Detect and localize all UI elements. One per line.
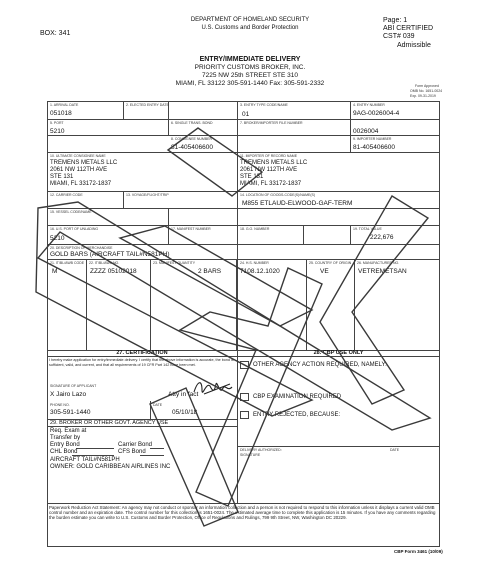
label-phone: PHONE NO. bbox=[50, 403, 70, 407]
label-broker-importer-file: 7. BROKER/IMPORTER FILE NUMBER bbox=[240, 121, 303, 125]
label-us-port-unlading: 16. U.S. PORT OF UNLADING bbox=[50, 227, 99, 231]
ultimate-consignee-line-4: MIAMI, FL 33172-1837 bbox=[50, 181, 112, 187]
label-voyage-flight: 13. VOYAGE/FLIGHT/TRIP bbox=[126, 193, 169, 197]
col-header-manufacturer-no: 26. MANUFACTURER NO. bbox=[357, 261, 400, 265]
cell-hs-number: 7108.12.1020 bbox=[240, 268, 280, 275]
label-description: 20. DESCRIPTION OF MERCHANDISE bbox=[50, 246, 113, 250]
form-number: CBP Form 3461 (10/09) bbox=[394, 549, 443, 554]
cert-date-value: 05/10/18 bbox=[172, 409, 198, 416]
arrival-date-value[interactable]: 051018 bbox=[50, 110, 72, 117]
expiration-date: Exp. 09-31-2019 bbox=[410, 94, 436, 98]
us-port-unlading-value[interactable]: 5210 bbox=[50, 235, 65, 242]
col-header-manifest-qty: 23. MANIFEST QUANTITY bbox=[153, 261, 196, 265]
cell-awb-no: ZZZZ 05102018 bbox=[90, 268, 137, 275]
port-value[interactable]: 5210 bbox=[50, 128, 65, 135]
exam-required-checkbox[interactable] bbox=[240, 393, 249, 401]
label-entry-number: 4. ENTRY NUMBER bbox=[353, 103, 385, 107]
form-approved: Form Approved bbox=[415, 84, 439, 88]
broker-city-phone: MIAMI, FL 33122 305-591-1440 Fax: 305-591-2332 bbox=[175, 80, 325, 87]
label-signature-applicant: SIGNATURE OF APPLICANT bbox=[50, 384, 97, 388]
cbp-signature-label: SIGNATURE bbox=[240, 453, 261, 457]
label-location-of-goods: 14. LOCATION OF GOODS-CODE(S)/NAME(S) bbox=[240, 193, 315, 197]
importer-number-value[interactable]: 81-405406600 bbox=[353, 144, 395, 151]
ultimate-consignee-line-3: STE 131 bbox=[50, 174, 74, 180]
owner-note: OWNER: GOLD CARIBBEAN AIRLINES INC bbox=[50, 464, 171, 470]
importer-of-record-line-2: 2061 NW 112TH AVE bbox=[240, 167, 298, 173]
abi-certified: ABI CERTIFIED bbox=[383, 25, 434, 32]
broker-line-req-exam: Req. Exam at bbox=[50, 428, 87, 434]
total-value-value[interactable]: 222,676 bbox=[370, 234, 394, 241]
broker-address: 7225 NW 25th STREET STE 310 bbox=[202, 72, 298, 79]
cbp-date-label: DATE bbox=[390, 448, 400, 452]
label-elected-entry-date: 2. ELECTED ENTRY DATE bbox=[126, 103, 169, 107]
admissible-status: Admissible bbox=[397, 42, 431, 49]
other-agency-label: OTHER AGENCY ACTION REQUIRED, NAMELY: bbox=[253, 362, 387, 368]
broker-line-entry-bond: Entry Bond bbox=[50, 442, 80, 448]
entry-rejected-label: ENTRY REJECTED, BECAUSE: bbox=[253, 412, 341, 418]
applicant-signature bbox=[190, 378, 238, 400]
label-date: DATE bbox=[153, 403, 163, 407]
cell-awb-code: M bbox=[52, 268, 58, 275]
label-ultimate-consignee: 10. ULTIMATE CONSIGNEE NAME bbox=[50, 154, 106, 158]
importer-of-record-line-3: STE 131 bbox=[240, 174, 264, 180]
exam-required-label: CBP EXAMINATION REQUIRED bbox=[253, 394, 342, 400]
cfs-bond-label: CFS Bond bbox=[118, 449, 146, 455]
description-value[interactable]: GOLD BARS (AIRCRAFT TAIL#N581PH) bbox=[50, 251, 170, 258]
ultimate-consignee-line-2: 2061 NW 112TH AVE bbox=[50, 167, 108, 173]
importer-of-record-line-4: MIAMI, FL 33172-1837 bbox=[240, 181, 302, 187]
aircraft-tail-note: AIRCRAFT TAIL#N581PH bbox=[50, 457, 120, 463]
label-importer-number: 9. IMPORTER NUMBER bbox=[353, 137, 392, 141]
omb-number: OMB No. 1651-0024 bbox=[410, 89, 443, 93]
phone-value: 305-591-1440 bbox=[50, 409, 91, 416]
broker-importer-file-value[interactable]: 0026004 bbox=[353, 128, 379, 135]
label-manifest-number: 17. MANIFEST NUMBER bbox=[171, 227, 211, 231]
label-total-value: 19. TOTAL VALUE bbox=[353, 227, 382, 231]
other-agency-checkbox[interactable] bbox=[240, 361, 249, 369]
entry-type-value[interactable]: 01 bbox=[242, 111, 250, 118]
broker-line-transfer: Transfer by bbox=[50, 435, 81, 441]
label-vessel-code: 15. VESSEL CODE/NAME bbox=[50, 210, 92, 214]
label-go-number: 18. G.O. NUMBER bbox=[240, 227, 270, 231]
col-header-awb-no: 22. IT/BL/AWB NO. bbox=[89, 261, 120, 265]
cbp-use-title: 28. CBP USE ONLY bbox=[313, 350, 364, 356]
cell-manifest-qty: 2 BARS bbox=[198, 268, 222, 275]
consignee-number-value[interactable]: 81-405406600 bbox=[171, 144, 213, 151]
entry-number-value[interactable]: 9AG-0026004-4 bbox=[353, 110, 400, 117]
agency-line-2: U.S. Customs and Border Protection bbox=[201, 25, 299, 31]
ultimate-consignee-line-1: TREMENS METALS LLC bbox=[50, 160, 118, 166]
signer-title: Atty in fact bbox=[168, 391, 199, 398]
label-consignee-number: 8. CONSIGNEE NUMBER bbox=[171, 137, 213, 141]
paperwork-notice: Paperwork Reduction Act Statement: An agency may not conduct or sponsor an information collection and a person is not required to respond to this information unless it displays a current valid OMB control number and an expiration date. The control number for this collection is 1651-0024. The estimated average time to complete this application is 15 minutes. If you have any comments regarding the burden estimate you can write to U.S. Customs and Border Protection, Office of Regulations and Rulings, 799 9th Street, NW, Washington DC 20229. bbox=[49, 505, 436, 521]
cell-country-origin: VE bbox=[320, 268, 329, 275]
location-of-goods-value[interactable]: M855 ETLAUD-ELWOOD-GAF-TERM bbox=[242, 200, 353, 207]
signer-name: X Jairo Lazo bbox=[50, 391, 87, 398]
label-importer-of-record: 11. IMPORTER OF RECORD NAME bbox=[240, 154, 298, 158]
broker-line-chl-bond: CHL Bond bbox=[50, 449, 78, 455]
label-entry-type: 3. ENTRY TYPE CODE/NAME bbox=[240, 103, 288, 107]
label-carrier-code: 12. CARRIER CODE bbox=[50, 193, 83, 197]
label-arrival-date: 1. ARRIVAL DATE bbox=[50, 103, 79, 107]
cst-number: CST# 039 bbox=[383, 33, 415, 40]
page-number: Page: 1 bbox=[383, 17, 408, 24]
col-header-country-origin: 25. COUNTRY OF ORIGIN bbox=[309, 261, 352, 265]
box-number: BOX: 341 bbox=[40, 30, 71, 37]
cell-manufacturer-no: VETREMETSAN bbox=[358, 268, 407, 275]
agency-line-1: DEPARTMENT OF HOMELAND SECURITY bbox=[190, 17, 310, 23]
broker-box-title: 29. BROKER OR OTHER GOVT. AGENCY USE bbox=[50, 420, 169, 426]
carrier-bond-label: Carrier Bond bbox=[118, 442, 153, 448]
broker-name: PRIORITY CUSTOMS BROKER, INC. bbox=[194, 64, 306, 71]
importer-of-record-line-1: TREMENS METALS LLC bbox=[240, 160, 308, 166]
entry-rejected-checkbox[interactable] bbox=[240, 411, 249, 419]
certification-body: I hereby make application for entry/immediate delivery. I certify that the above information is accurate, the bond is sufficient, valid, and current, and that all requirements of 19 CFR Part 142 have been met. bbox=[49, 358, 234, 367]
delivery-authorized-label: DELIVERY AUTHORIZED: bbox=[240, 448, 282, 452]
col-header-awb-code: 21. IT/BL/AWB CODE bbox=[50, 261, 85, 265]
label-single-trans-bond: 6. SINGLE TRANS. BOND bbox=[171, 121, 213, 125]
certification-title: 27. CERTIFICATION bbox=[116, 350, 168, 356]
col-header-hs-number: 24. H.S. NUMBER bbox=[240, 261, 269, 265]
label-port: 5. PORT bbox=[50, 121, 64, 125]
form-title: ENTRY/IMMEDIATE DELIVERY bbox=[199, 56, 301, 63]
